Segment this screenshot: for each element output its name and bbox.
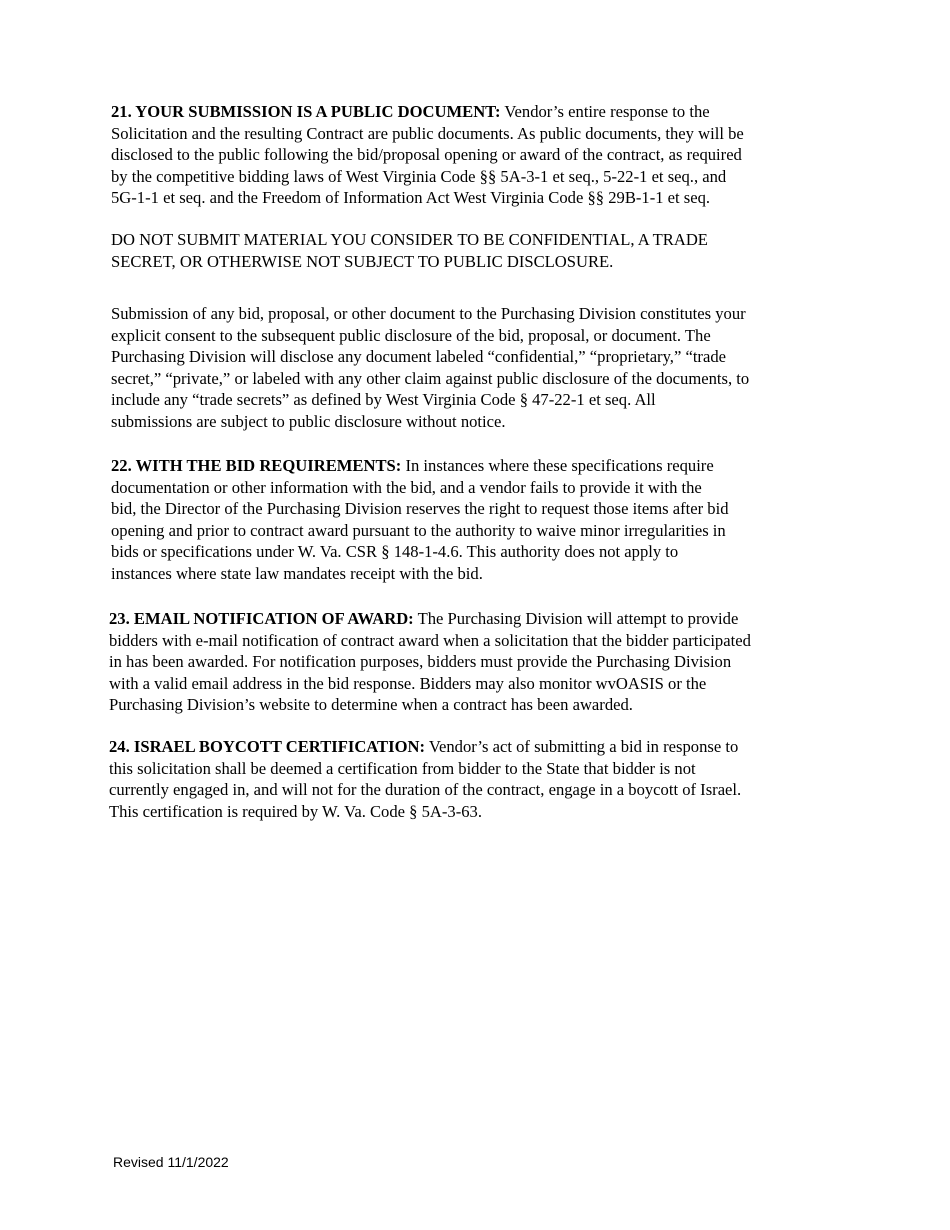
section-24-heading: 24. ISRAEL BOYCOTT CERTIFICATION:: [109, 737, 425, 756]
section-24-israel-boycott: [109, 736, 839, 822]
section-22-body: In instances where these specifications require documentation or other information with the bid, and a vendor fails to provide it with the bid, the Director of the Purchasing Division reserves the right to request those items after bid opening and prior to contract award pursuant to the authority to waive minor irregularities in bids or specifications under W. Va. CSR § 148-1-4.6. This authority does not apply to instances where state law mandates receipt with the bid.: [111, 456, 729, 583]
section-22-heading: 22. WITH THE BID REQUIREMENTS:: [111, 456, 402, 475]
section-23-heading: 23. EMAIL NOTIFICATION OF AWARD:: [109, 609, 414, 628]
section-23-body: The Purchasing Division will attempt to provide bidders with e-mail notification of contract award when a solicitation that the bidder participated in has been awarded. For notification purposes, bidders must provide the Purchasing Division with a valid email address in the bid response. Bidders may also monitor wvOASIS or the Purchasing Division’s website to determine when a contract has been awarded.: [109, 609, 751, 714]
section-21-heading: 21. YOUR SUBMISSION IS A PUBLIC DOCUMENT:: [111, 102, 501, 121]
section-21-public-document: [111, 101, 841, 209]
confidential-warning-text: DO NOT SUBMIT MATERIAL YOU CONSIDER TO BE CONFIDENTIAL, A TRADE SECRET, OR OTHERWISE NOT SUBJECT TO PUBLIC DISCLOSURE.: [111, 230, 708, 271]
section-23-email-notification: [109, 608, 839, 716]
section-21-body: Vendor’s entire response to the Solicitation and the resulting Contract are public documents. As public documents, they will be disclosed to the public following the bid/proposal opening or award of the contract, as required by the competitive bidding laws of West Virginia Code §§ 5A-3-1 et seq., 5-22-1 et seq., and 5G-1-1 et seq. and the Freedom of Information Act West Virginia Code §§ 29B-1-1 et seq.: [111, 102, 744, 207]
revised-date-footer: Revised 11/1/2022: [113, 1154, 229, 1170]
disclosure-consent-text: Submission of any bid, proposal, or other document to the Purchasing Division constitutes your explicit consent to the subsequent public disclosure of the bid, proposal, or document. The Purchasing Division will disclose any document labeled “confidential,” “proprietary,” “trade secret,” “private,” or labeled with any other claim against public disclosure of the documents, to include any “trade secrets” as defined by West Virginia Code § 47-22-1 et seq. All submissions are subject to public disclosure without notice.: [111, 304, 750, 431]
section-24-body: Vendor’s act of submitting a bid in response to this solicitation shall be deemed a certification from bidder to the State that bidder is not currently engaged in, and will not for the duration of the contract, engage in a boycott of Israel. This certification is required by W. Va. Code § 5A-3-63.: [109, 737, 742, 821]
disclosure-consent-paragraph: [111, 303, 841, 432]
section-22-bid-requirements: [111, 455, 841, 584]
confidential-warning: [111, 229, 841, 272]
